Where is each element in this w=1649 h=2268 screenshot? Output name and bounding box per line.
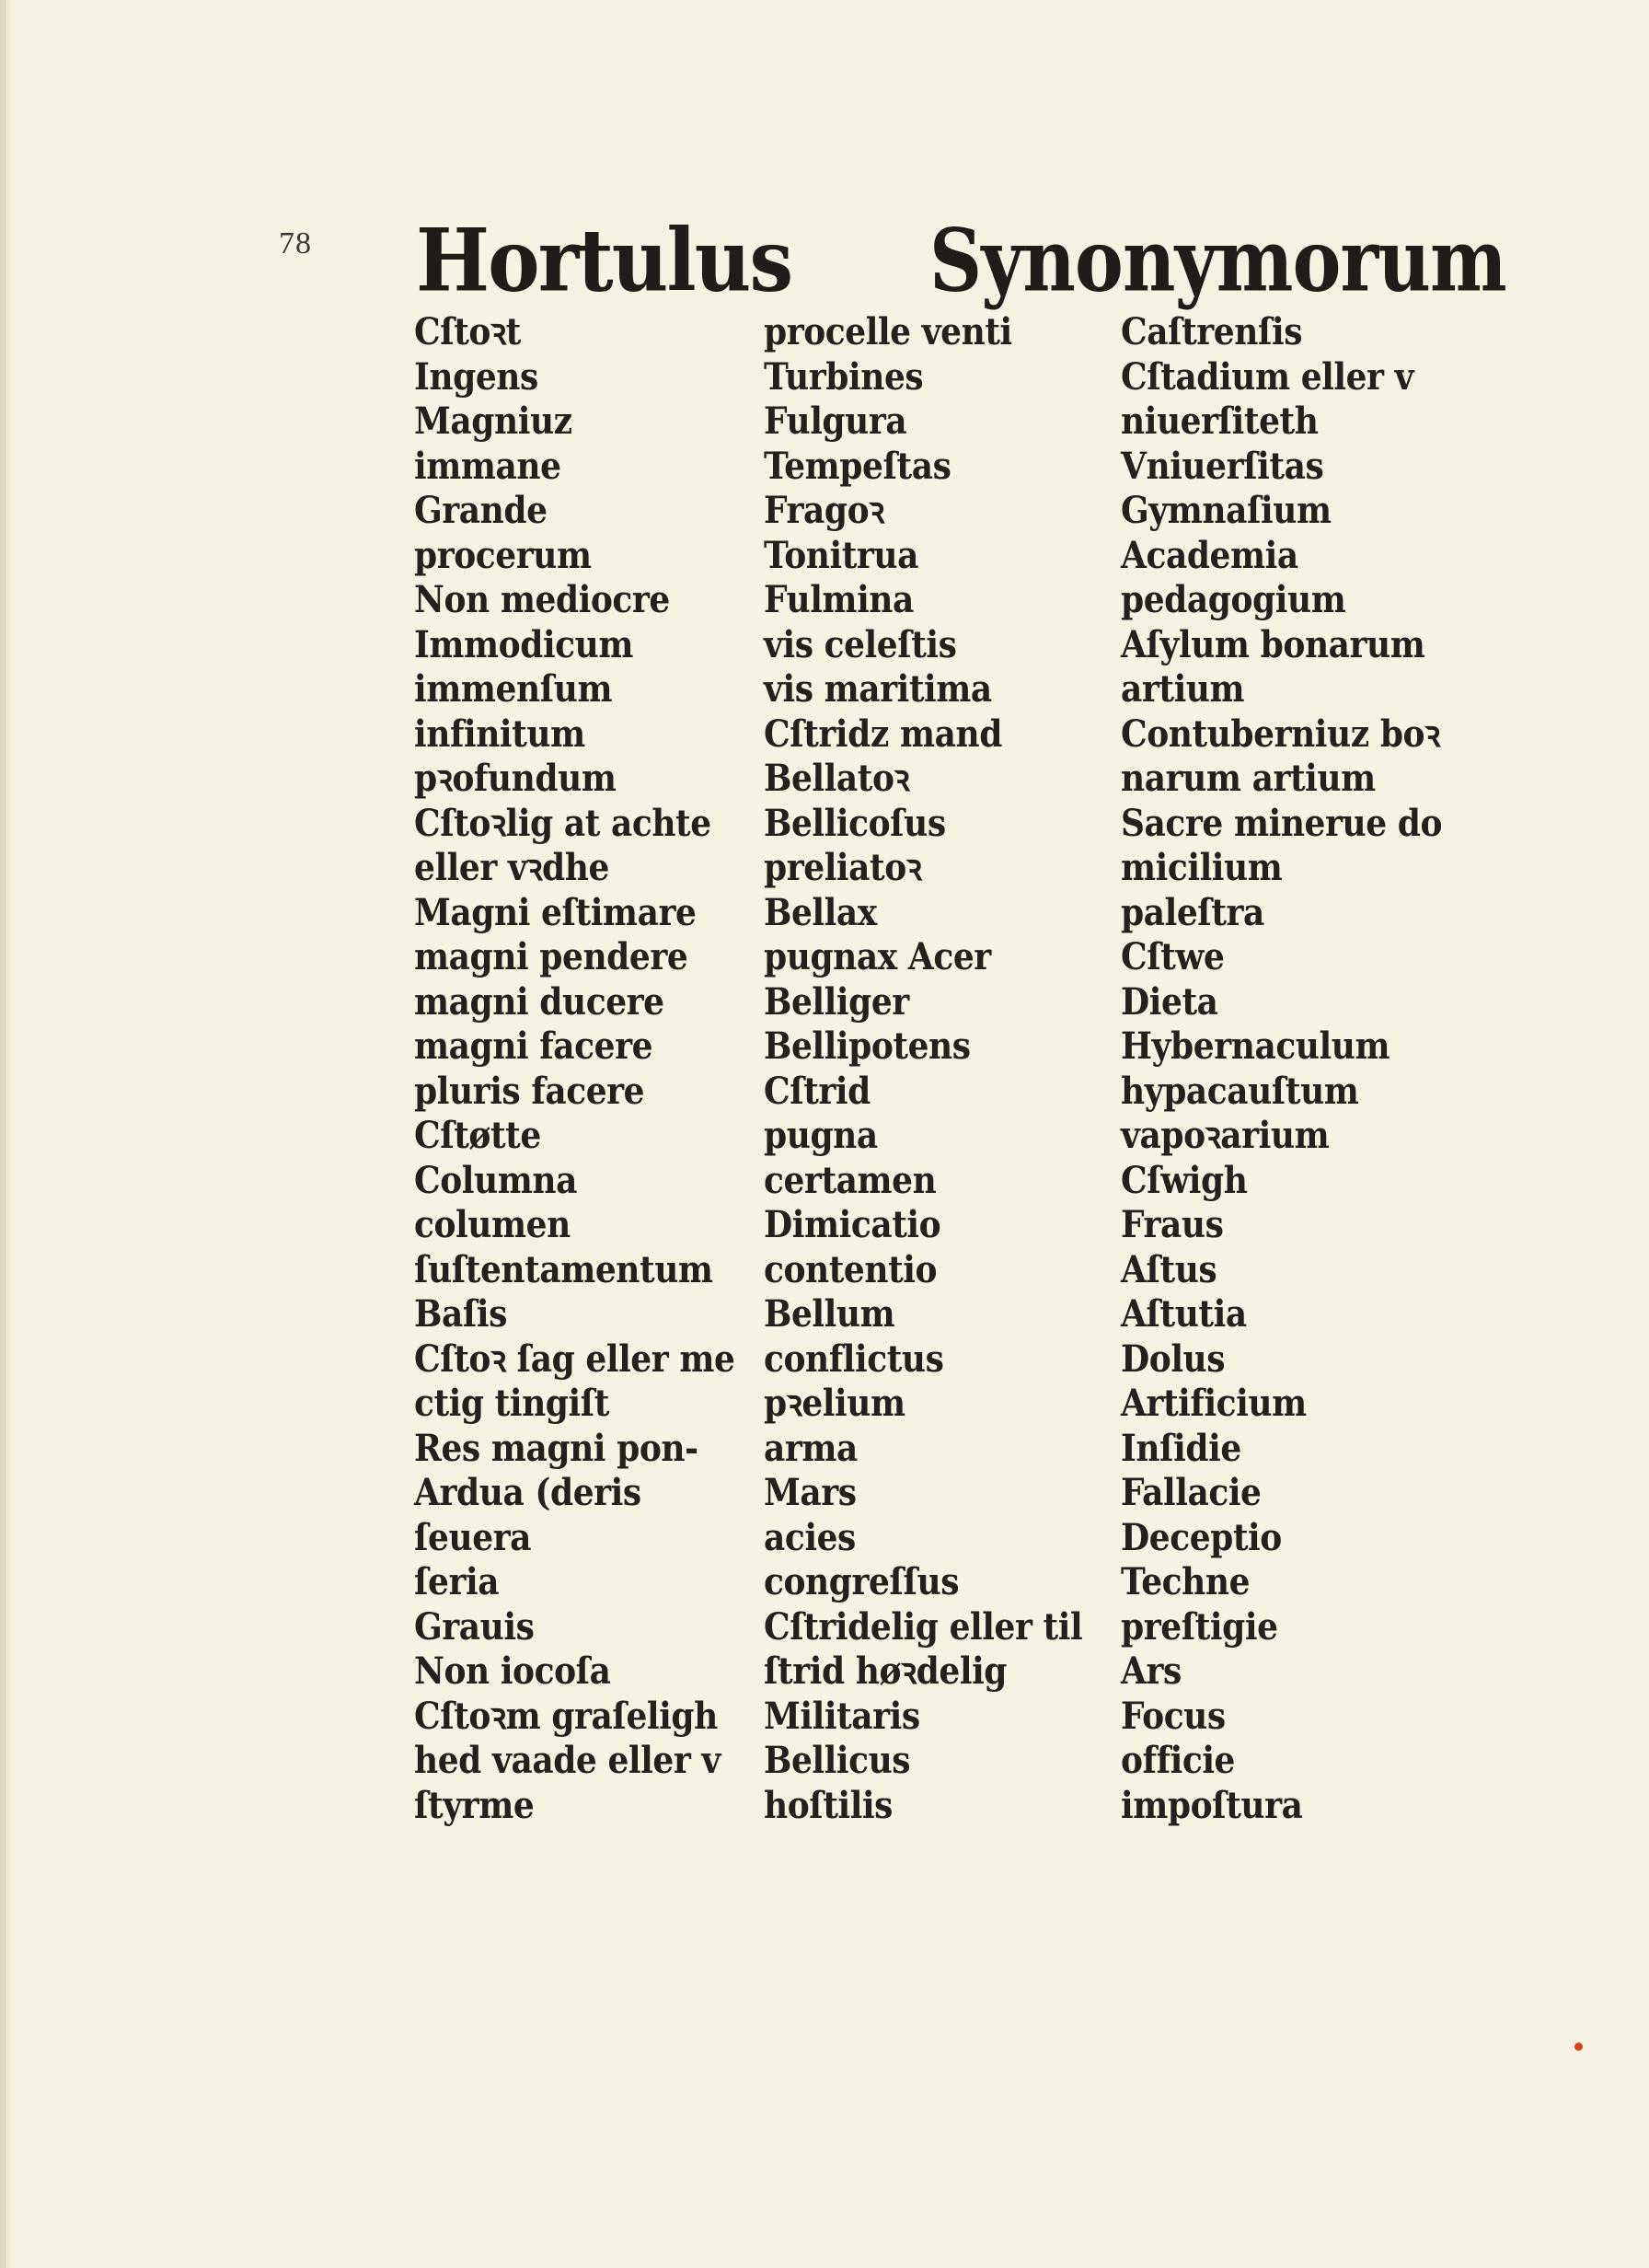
entry-line: Non mediocre bbox=[414, 578, 670, 621]
entry-line: Baſis bbox=[414, 1292, 507, 1336]
entry-line: procerum bbox=[414, 533, 592, 577]
entry-line: Aſtutia bbox=[1121, 1292, 1247, 1336]
entry-line: magni pendere bbox=[414, 935, 688, 978]
column-3 bbox=[1121, 310, 1478, 1828]
entry-line: Cſtoꝛt bbox=[414, 310, 521, 353]
entry-line: Fragoꝛ bbox=[764, 489, 884, 532]
entry-line: Fraus bbox=[1121, 1203, 1224, 1246]
entry-line: Ars bbox=[1121, 1649, 1182, 1693]
entry-line: Cſtoꝛlig at achte bbox=[414, 801, 711, 845]
entry-line: magni facere bbox=[414, 1024, 653, 1068]
entry-line: Bellicus bbox=[764, 1739, 911, 1782]
entry-line: magni ducere bbox=[414, 979, 664, 1024]
entry-line: Bellicoſus bbox=[764, 801, 946, 845]
red-ink-speck bbox=[1574, 2042, 1583, 2051]
entry-line: certamen bbox=[764, 1158, 937, 1202]
column-2 bbox=[764, 310, 1118, 1828]
entry-line: micilium bbox=[1121, 846, 1283, 889]
entry-line: acies bbox=[764, 1515, 856, 1559]
column-1 bbox=[414, 310, 770, 1828]
entry-line: Vniuerſitas bbox=[1121, 444, 1324, 488]
entry-line: Dieta bbox=[1121, 979, 1218, 1024]
entry-line: Belliger bbox=[764, 979, 909, 1024]
entry-line: niuerſiteth bbox=[1121, 399, 1319, 443]
entry-line: paleſtra bbox=[1121, 890, 1264, 934]
entry-line: pugnax Acer bbox=[764, 935, 991, 978]
entry-line: artium bbox=[1121, 667, 1245, 711]
entry-line: Cſtoꝛ ſag eller me bbox=[414, 1336, 735, 1381]
entry-line: Bellum bbox=[764, 1292, 895, 1336]
entry-line: ſeria bbox=[414, 1560, 500, 1603]
entry-line: vapoꝛarium bbox=[1121, 1114, 1330, 1157]
entry-line: Bellipotens bbox=[764, 1024, 971, 1068]
entry-line: Dolus bbox=[1121, 1336, 1226, 1381]
entry-line: ſtyrme bbox=[414, 1783, 535, 1827]
entry-line: hed vaade eller v bbox=[414, 1739, 721, 1782]
entry-line: Gymnaſium bbox=[1121, 489, 1332, 532]
entry-line: Mars bbox=[764, 1471, 857, 1514]
entry-line: pedagogium bbox=[1121, 578, 1346, 621]
entry-line: arma bbox=[764, 1426, 858, 1470]
entry-line: ſeuera bbox=[414, 1515, 532, 1559]
entry-line: narum artium bbox=[1121, 757, 1376, 800]
title-hortulus: Hortulus bbox=[416, 209, 792, 311]
entry-line: Fallacie bbox=[1121, 1471, 1262, 1514]
entry-line: Grande bbox=[414, 489, 548, 532]
entry-line: columen bbox=[414, 1203, 571, 1246]
entry-line: ſuſtentamentum bbox=[414, 1247, 713, 1291]
entry-line: Cſtrid bbox=[764, 1069, 871, 1113]
entry-line: Turbines bbox=[764, 354, 924, 399]
entry-line: infinitum bbox=[414, 712, 585, 756]
entry-line: Deceptio bbox=[1121, 1515, 1282, 1559]
entry-line: Aſylum bonarum bbox=[1121, 622, 1425, 666]
entry-line: Artificium bbox=[1121, 1382, 1307, 1425]
entry-line: conflictus bbox=[764, 1336, 944, 1381]
page-number: 78 bbox=[279, 226, 312, 260]
entry-line: immane bbox=[414, 444, 561, 488]
entry-line: Grauis bbox=[414, 1604, 535, 1649]
entry-line: Contuberniuz boꝛ bbox=[1121, 712, 1440, 756]
entry-line: vis celeſtis bbox=[764, 622, 957, 666]
entry-line: Bellatoꝛ bbox=[764, 757, 910, 800]
entry-line: Magniuz bbox=[414, 399, 572, 443]
entry-line: eller vꝛdhe bbox=[414, 846, 609, 889]
entry-line: Fulmina bbox=[764, 578, 914, 621]
entry-line: Cſtridelig eller til bbox=[764, 1604, 1083, 1649]
entry-line: procelle venti bbox=[764, 310, 1012, 353]
entry-line: Fulgura bbox=[764, 399, 907, 443]
entry-line: Columna bbox=[414, 1158, 577, 1202]
entry-line: Tonitrua bbox=[764, 533, 919, 577]
entry-line: congreſſus bbox=[764, 1560, 960, 1603]
entry-line: Ardua (deris bbox=[414, 1471, 641, 1514]
entry-line: Cſtridz mand bbox=[764, 712, 1002, 756]
page-edge bbox=[0, 0, 13, 2268]
entry-line: Inſidie bbox=[1121, 1426, 1241, 1470]
entry-line: contentio bbox=[764, 1247, 938, 1291]
entry-line: Academia bbox=[1121, 533, 1298, 577]
entry-line: impoſtura bbox=[1121, 1783, 1303, 1827]
entry-line: Res magni pon- bbox=[414, 1426, 698, 1470]
entry-line: Tempeſtas bbox=[764, 444, 951, 488]
title-synonymorum: Synonymorum bbox=[929, 209, 1506, 311]
entry-line: immenſum bbox=[414, 667, 613, 711]
entry-line: Magni eſtimare bbox=[414, 890, 697, 934]
entry-line: Aſtus bbox=[1121, 1247, 1217, 1291]
entry-line: pꝛelium bbox=[764, 1382, 905, 1425]
entry-line: preliatoꝛ bbox=[764, 846, 922, 889]
entry-line: Immodicum bbox=[414, 622, 634, 666]
entry-line: ſtrid høꝛdelig bbox=[764, 1649, 1008, 1693]
entry-line: Hybernaculum bbox=[1121, 1024, 1390, 1068]
entry-line: Bellax bbox=[764, 890, 877, 934]
entry-line: Cſtwe bbox=[1121, 935, 1225, 978]
entry-line: hypacauſtum bbox=[1121, 1069, 1359, 1113]
entry-line: officie bbox=[1121, 1739, 1236, 1782]
entry-line: Militaris bbox=[764, 1694, 920, 1738]
entry-line: Cſtoꝛm graſeligh bbox=[414, 1694, 718, 1738]
entry-line: ctig tingiſt bbox=[414, 1382, 609, 1425]
entry-line: Cſwigh bbox=[1121, 1158, 1248, 1202]
entry-line: Ingens bbox=[414, 354, 538, 399]
entry-line: Dimicatio bbox=[764, 1203, 941, 1246]
entry-line: pꝛofundum bbox=[414, 757, 617, 800]
entry-line: Caſtrenſis bbox=[1121, 310, 1303, 353]
entry-line: pugna bbox=[764, 1114, 878, 1157]
entry-line: Sacre minerue do bbox=[1121, 801, 1443, 845]
entry-line: Techne bbox=[1121, 1560, 1251, 1603]
entry-line: Focus bbox=[1121, 1694, 1226, 1738]
entry-line: Cſtadium eller v bbox=[1121, 354, 1414, 399]
entry-line: Non iocoſa bbox=[414, 1649, 611, 1693]
entry-line: hoſtilis bbox=[764, 1783, 894, 1827]
entry-line: vis maritima bbox=[764, 667, 992, 711]
entry-line: pluris facere bbox=[414, 1069, 645, 1113]
entry-line: Cſtøtte bbox=[414, 1114, 541, 1157]
entry-line: preſtigie bbox=[1121, 1604, 1278, 1649]
